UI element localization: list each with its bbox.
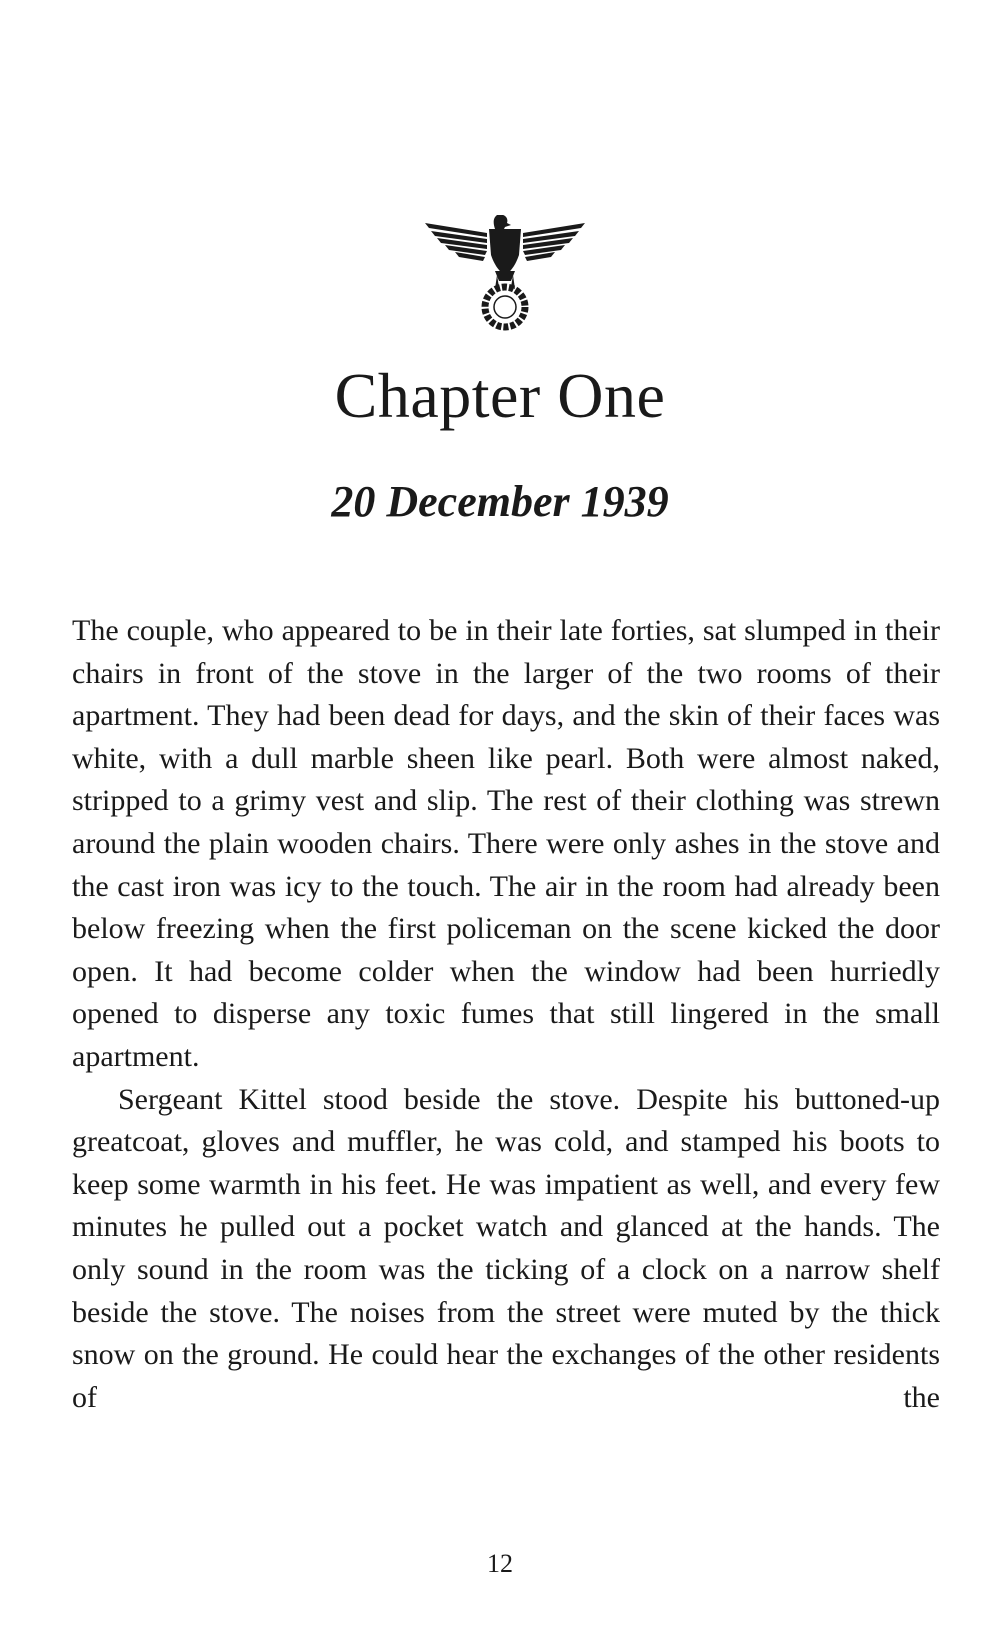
- paragraph-2: Sergeant Kittel stood beside the stove. Despite his buttoned-up greatcoat, gloves and muffler, he was cold, and stamped his boots to keep some warmth in his feet. He was impatient as well, and every few minutes he pulled out a pocket watch and glanced at the hands. The only sound in the room was the ticking of a clock on a narrow shelf beside the stove. The noises from the street were muted by the thick snow on the ground. He could hear the exchanges of the other residents of the: [72, 1082, 940, 1414]
- page-number: 12: [487, 1549, 513, 1578]
- chapter-date: 20 December 1939: [331, 477, 669, 526]
- chapter-title: Chapter One: [334, 360, 666, 431]
- paragraph-1: The couple, who appeared to be in their late forties, sat slumped in their chairs in front of the stove in the larger of the two rooms of their apartment. They had been dead for days, and the skin of their faces was white, with a dull marble sheen like pearl. Both were almost naked, stripped to a grimy vest and slip. The rest of their clothing was strewn around the plain wooden chairs. There were only ashes in the stove and the cast iron was icy to the touch. The air in the room had already been below freezing when the first policeman on the scene kicked the door open. It had become colder when the window had been hurriedly opened to disperse any toxic fumes that still lingered in the small apartment.: [72, 614, 940, 1073]
- eagle-emblem-icon: [425, 215, 585, 335]
- chapter-body: [72, 610, 940, 1419]
